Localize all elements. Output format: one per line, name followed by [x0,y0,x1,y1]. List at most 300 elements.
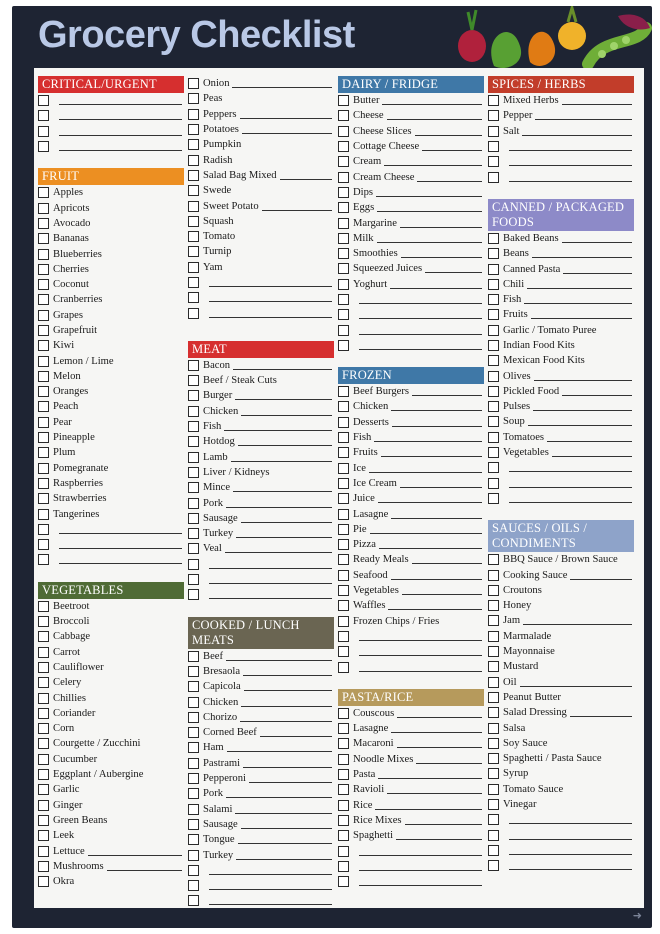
write-line[interactable] [422,142,482,151]
write-line[interactable] [359,310,482,319]
write-line[interactable] [241,514,332,523]
write-line[interactable] [412,387,482,396]
blank-item[interactable] [338,874,484,889]
checkbox[interactable] [488,264,499,275]
checkbox[interactable] [488,355,499,366]
checkbox[interactable] [38,509,49,520]
checkbox[interactable] [338,325,349,336]
checklist-item[interactable] [488,552,634,567]
checkbox[interactable] [38,249,49,260]
checkbox[interactable] [188,308,199,319]
checkbox[interactable] [188,262,199,273]
write-line[interactable] [509,142,632,151]
checkbox[interactable] [488,615,499,626]
checkbox[interactable] [338,417,349,428]
checkbox[interactable] [38,110,49,121]
checklist-item[interactable] [38,690,184,705]
checklist-item[interactable] [488,629,634,644]
checkbox[interactable] [38,187,49,198]
checkbox[interactable] [188,124,199,135]
checkbox[interactable] [338,156,349,167]
checkbox[interactable] [38,601,49,612]
write-line[interactable] [238,437,332,446]
write-line[interactable] [235,391,332,400]
checklist-item[interactable] [188,740,334,755]
checklist-item[interactable] [38,292,184,307]
blank-item[interactable] [488,843,634,858]
checkbox[interactable] [38,800,49,811]
checkbox[interactable] [338,263,349,274]
write-line[interactable] [209,896,332,905]
checklist-item[interactable] [488,368,634,383]
checkbox[interactable] [488,814,499,825]
checkbox[interactable] [338,218,349,229]
checkbox[interactable] [188,712,199,723]
checklist-item[interactable] [338,93,484,108]
checkbox[interactable] [488,677,499,688]
checklist-item[interactable] [38,706,184,721]
checklist-item[interactable] [38,308,184,323]
write-line[interactable] [280,171,332,180]
checklist-item[interactable] [38,767,184,782]
checklist-item[interactable] [188,495,334,510]
checklist-item[interactable] [38,430,184,445]
checkbox[interactable] [38,493,49,504]
checklist-item[interactable] [188,244,334,259]
write-line[interactable] [509,463,632,472]
write-line[interactable] [242,125,332,134]
checkbox[interactable] [488,661,499,672]
checklist-item[interactable] [488,384,634,399]
checkbox[interactable] [188,666,199,677]
checkbox[interactable] [488,600,499,611]
checklist-item[interactable] [338,706,484,721]
write-line[interactable] [562,96,632,105]
write-line[interactable] [509,861,632,870]
write-line[interactable] [88,847,182,856]
write-line[interactable] [209,575,332,584]
checklist-item[interactable] [188,419,334,434]
checkbox[interactable] [38,478,49,489]
checklist-item[interactable] [188,168,334,183]
write-line[interactable] [391,571,482,580]
checkbox[interactable] [338,708,349,719]
checklist-item[interactable] [338,246,484,261]
checkbox[interactable] [488,309,499,320]
checklist-item[interactable] [488,675,634,690]
blank-item[interactable] [38,124,184,139]
checklist-item[interactable] [38,782,184,797]
checkbox[interactable] [338,478,349,489]
checklist-item[interactable] [488,690,634,705]
checkbox[interactable] [188,93,199,104]
checkbox[interactable] [188,231,199,242]
checkbox[interactable] [488,570,499,581]
checkbox[interactable] [188,528,199,539]
checkbox[interactable] [188,850,199,861]
checkbox[interactable] [488,845,499,856]
checklist-item[interactable] [488,338,634,353]
checkbox[interactable] [188,681,199,692]
checklist-item[interactable] [338,813,484,828]
checklist-item[interactable] [338,797,484,812]
checklist-item[interactable] [338,552,484,567]
blank-item[interactable] [38,522,184,537]
blank-item[interactable] [338,322,484,337]
write-line[interactable] [509,494,632,503]
checkbox[interactable] [38,233,49,244]
checkbox[interactable] [488,493,499,504]
write-line[interactable] [226,652,332,661]
checkbox[interactable] [38,647,49,658]
checkbox[interactable] [188,185,199,196]
checkbox[interactable] [188,467,199,478]
checklist-item[interactable] [38,231,184,246]
write-line[interactable] [359,632,482,641]
write-line[interactable] [396,831,482,840]
checkbox[interactable] [38,417,49,428]
checkbox[interactable] [38,463,49,474]
checklist-item[interactable] [338,736,484,751]
checkbox[interactable] [188,216,199,227]
write-line[interactable] [570,571,632,580]
checkbox[interactable] [338,524,349,535]
checklist-item[interactable] [38,246,184,261]
checklist-item[interactable] [488,659,634,674]
checklist-item[interactable] [488,292,634,307]
blank-item[interactable] [488,491,634,506]
checkbox[interactable] [38,554,49,565]
checklist-item[interactable] [338,614,484,629]
checkbox[interactable] [488,631,499,642]
checkbox[interactable] [38,203,49,214]
checkbox[interactable] [488,830,499,841]
checkbox[interactable] [488,707,499,718]
checklist-item[interactable] [338,782,484,797]
checkbox[interactable] [38,524,49,535]
write-line[interactable] [523,616,632,625]
checkbox[interactable] [38,279,49,290]
blank-item[interactable] [188,893,334,908]
checkbox[interactable] [38,861,49,872]
checklist-item[interactable] [188,91,334,106]
write-line[interactable] [534,372,632,381]
write-line[interactable] [562,234,632,243]
checklist-item[interactable] [38,813,184,828]
checklist-item[interactable] [338,583,484,598]
checkbox[interactable] [488,432,499,443]
checkbox[interactable] [188,452,199,463]
write-line[interactable] [59,111,182,120]
checklist-item[interactable] [488,445,634,460]
checkbox[interactable] [338,754,349,765]
checklist-item[interactable] [338,108,484,123]
blank-item[interactable] [488,812,634,827]
write-line[interactable] [240,713,332,722]
write-line[interactable] [224,422,332,431]
write-line[interactable] [563,265,632,274]
checklist-item[interactable] [488,399,634,414]
checkbox[interactable] [188,788,199,799]
checklist-item[interactable] [188,152,334,167]
write-line[interactable] [209,881,332,890]
checkbox[interactable] [38,126,49,137]
checklist-item[interactable] [488,583,634,598]
write-line[interactable] [531,310,632,319]
blank-item[interactable] [488,460,634,475]
write-line[interactable] [209,293,332,302]
blank-item[interactable] [188,557,334,572]
checkbox[interactable] [38,386,49,397]
checkbox[interactable] [38,830,49,841]
checklist-item[interactable] [338,598,484,613]
checkbox[interactable] [188,201,199,212]
checkbox[interactable] [488,723,499,734]
checkbox[interactable] [338,340,349,351]
checklist-item[interactable] [488,353,634,368]
checkbox[interactable] [38,340,49,351]
checklist-item[interactable] [188,664,334,679]
checkbox[interactable] [488,141,499,152]
write-line[interactable] [209,278,332,287]
checkbox[interactable] [338,784,349,795]
checkbox[interactable] [38,738,49,749]
write-line[interactable] [509,173,632,182]
checkbox[interactable] [488,279,499,290]
blank-item[interactable] [488,169,634,184]
checklist-item[interactable] [38,399,184,414]
write-line[interactable] [378,494,482,503]
checkbox[interactable] [38,754,49,765]
checkbox[interactable] [488,126,499,137]
checkbox[interactable] [488,294,499,305]
checkbox[interactable] [338,463,349,474]
write-line[interactable] [390,280,482,289]
blank-item[interactable] [188,572,334,587]
write-line[interactable] [240,110,332,119]
checklist-item[interactable] [38,491,184,506]
checklist-item[interactable] [338,200,484,215]
checkbox[interactable] [188,390,199,401]
write-line[interactable] [243,667,332,676]
checkbox[interactable] [188,375,199,386]
write-line[interactable] [388,601,482,610]
checklist-item[interactable] [188,76,334,91]
checklist-item[interactable] [188,817,334,832]
write-line[interactable] [209,590,332,599]
blank-item[interactable] [488,154,634,169]
checklist-item[interactable] [338,721,484,736]
checkbox[interactable] [188,513,199,524]
checkbox[interactable] [38,769,49,780]
checkbox[interactable] [38,371,49,382]
checkbox[interactable] [488,233,499,244]
checklist-item[interactable] [338,384,484,399]
write-line[interactable] [417,173,482,182]
checkbox[interactable] [338,600,349,611]
write-line[interactable] [370,525,482,534]
checklist-item[interactable] [488,567,634,582]
write-line[interactable] [359,663,482,672]
write-line[interactable] [509,846,632,855]
checkbox[interactable] [38,356,49,367]
checkbox[interactable] [38,815,49,826]
checklist-item[interactable] [38,721,184,736]
write-line[interactable] [231,453,332,462]
checkbox[interactable] [488,95,499,106]
checkbox[interactable] [488,325,499,336]
checklist-item[interactable] [188,725,334,740]
checkbox[interactable] [188,834,199,845]
checklist-item[interactable] [188,183,334,198]
write-line[interactable] [249,774,332,783]
write-line[interactable] [379,540,482,549]
checkbox[interactable] [38,784,49,795]
checkbox[interactable] [338,585,349,596]
checklist-item[interactable] [338,139,484,154]
checklist-item[interactable] [188,434,334,449]
blank-item[interactable] [338,859,484,874]
blank-item[interactable] [338,644,484,659]
checklist-item[interactable] [38,323,184,338]
blank-item[interactable] [38,108,184,123]
checkbox[interactable] [338,172,349,183]
checkbox[interactable] [488,478,499,489]
checklist-item[interactable] [338,461,484,476]
checklist-item[interactable] [38,828,184,843]
checklist-item[interactable] [488,613,634,628]
checkbox[interactable] [188,421,199,432]
write-line[interactable] [359,295,482,304]
blank-item[interactable] [338,338,484,353]
write-line[interactable] [107,862,182,871]
checkbox[interactable] [338,830,349,841]
checklist-item[interactable] [38,384,184,399]
checkbox[interactable] [188,651,199,662]
checkbox[interactable] [188,109,199,120]
write-line[interactable] [382,96,482,105]
write-line[interactable] [376,188,482,197]
write-line[interactable] [227,743,332,752]
write-line[interactable] [520,678,632,687]
checklist-item[interactable] [488,766,634,781]
write-line[interactable] [524,295,632,304]
write-line[interactable] [405,816,482,825]
write-line[interactable] [528,417,632,426]
checkbox[interactable] [488,447,499,458]
checkbox[interactable] [188,155,199,166]
write-line[interactable] [244,682,332,691]
checkbox[interactable] [38,95,49,106]
checkbox[interactable] [338,95,349,106]
write-line[interactable] [378,770,482,779]
checkbox[interactable] [488,646,499,657]
checklist-item[interactable] [38,874,184,889]
checklist-item[interactable] [38,675,184,690]
checkbox[interactable] [188,574,199,585]
write-line[interactable] [425,264,482,273]
checkbox[interactable] [338,309,349,320]
checklist-item[interactable] [38,660,184,675]
write-line[interactable] [522,127,632,136]
checklist-item[interactable] [338,154,484,169]
checkbox[interactable] [488,401,499,412]
checklist-item[interactable] [38,599,184,614]
blank-item[interactable] [188,878,334,893]
checklist-item[interactable] [488,797,634,812]
checkbox[interactable] [338,769,349,780]
checklist-item[interactable] [188,122,334,137]
checkbox[interactable] [488,110,499,121]
checkbox[interactable] [338,493,349,504]
write-line[interactable] [359,847,482,856]
write-line[interactable] [235,805,332,814]
write-line[interactable] [262,202,332,211]
checklist-item[interactable] [488,323,634,338]
checklist-item[interactable] [38,461,184,476]
write-line[interactable] [547,433,632,442]
checklist-item[interactable] [38,736,184,751]
checkbox[interactable] [38,141,49,152]
checklist-item[interactable] [488,598,634,613]
write-line[interactable] [374,433,482,442]
write-line[interactable] [562,387,632,396]
checklist-item[interactable] [188,541,334,556]
write-line[interactable] [509,815,632,824]
blank-item[interactable] [38,139,184,154]
checkbox[interactable] [338,294,349,305]
checkbox[interactable] [338,723,349,734]
checkbox[interactable] [338,447,349,458]
checkbox[interactable] [188,482,199,493]
checkbox[interactable] [338,202,349,213]
write-line[interactable] [225,544,332,553]
checklist-item[interactable] [338,537,484,552]
checkbox[interactable] [188,742,199,753]
checkbox[interactable] [188,246,199,257]
write-line[interactable] [209,866,332,875]
write-line[interactable] [397,739,482,748]
checkbox[interactable] [38,708,49,719]
write-line[interactable] [391,402,482,411]
checkbox[interactable] [338,846,349,857]
write-line[interactable] [381,448,482,457]
checkbox[interactable] [38,447,49,458]
checklist-item[interactable] [188,358,334,373]
checklist-item[interactable] [188,511,334,526]
checkbox[interactable] [338,279,349,290]
checklist-item[interactable] [188,198,334,213]
checkbox[interactable] [38,846,49,857]
write-line[interactable] [209,309,332,318]
checkbox[interactable] [188,277,199,288]
checklist-item[interactable] [338,445,484,460]
checkbox[interactable] [338,126,349,137]
blank-item[interactable] [188,290,334,305]
checklist-item[interactable] [488,124,634,139]
write-line[interactable] [397,709,482,718]
checklist-item[interactable] [188,832,334,847]
checklist-item[interactable] [188,373,334,388]
write-line[interactable] [387,785,482,794]
write-line[interactable] [241,407,332,416]
checkbox[interactable] [488,386,499,397]
write-line[interactable] [509,831,632,840]
checklist-item[interactable] [338,124,484,139]
write-line[interactable] [391,724,482,733]
write-line[interactable] [238,835,332,844]
checklist-item[interactable] [188,388,334,403]
